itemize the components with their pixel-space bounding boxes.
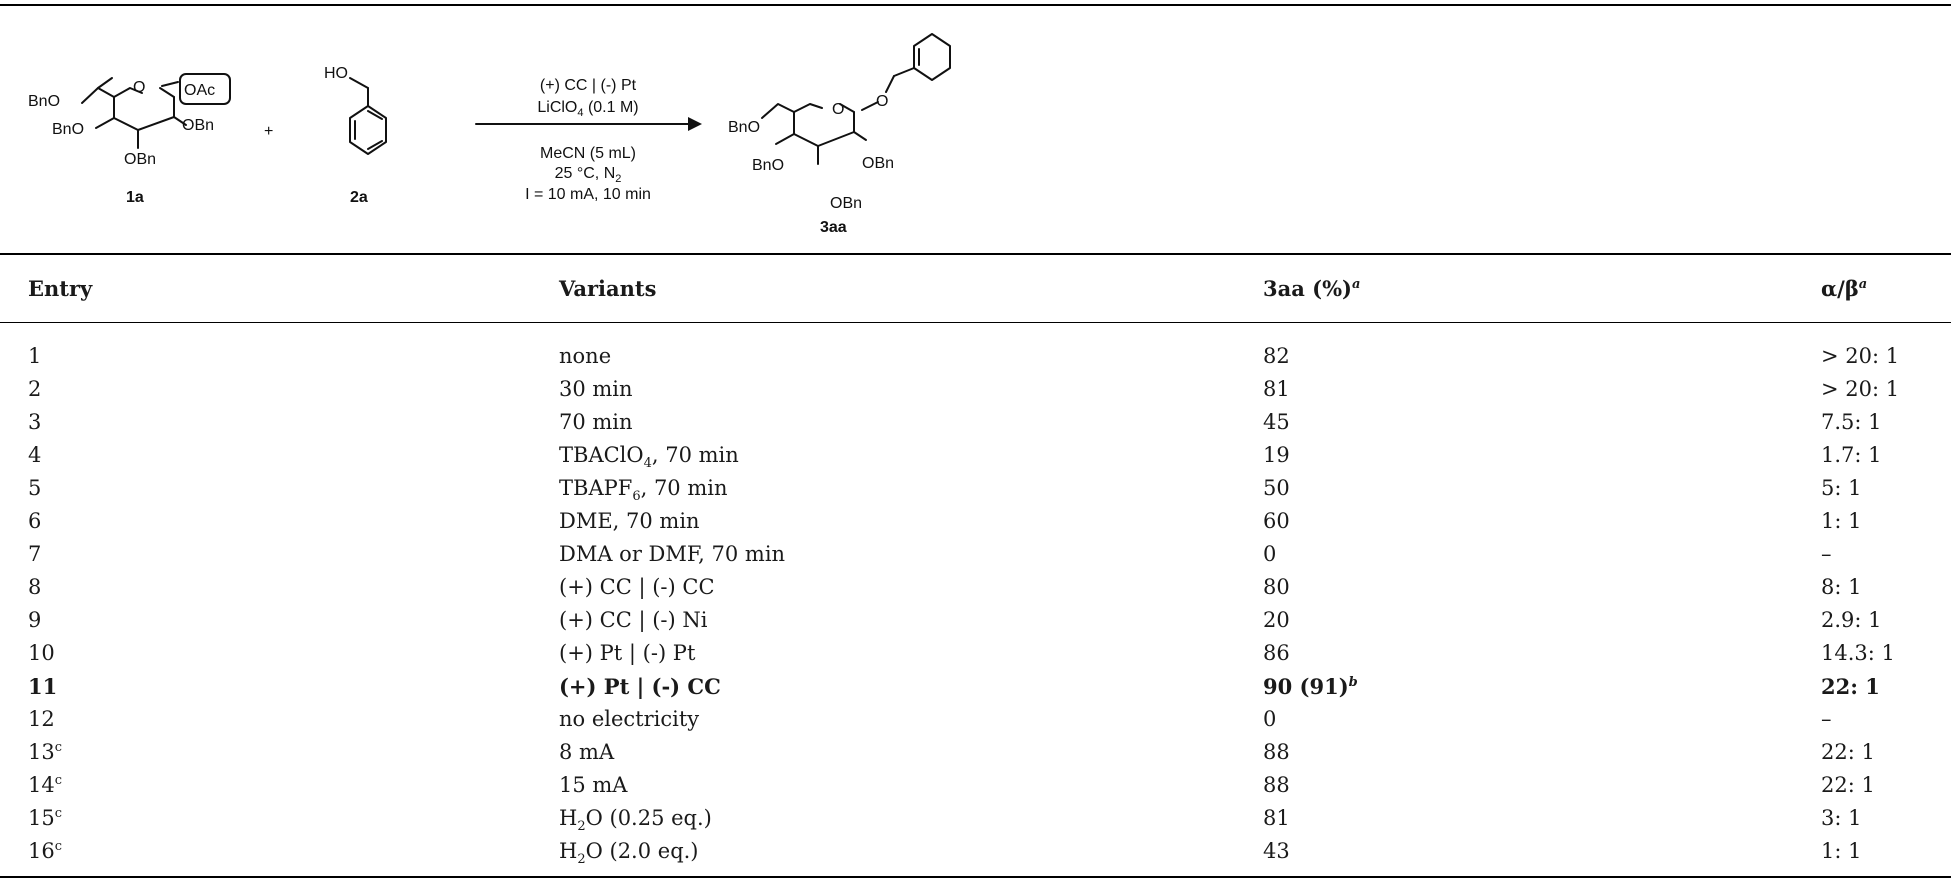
table-row (0, 703, 1951, 736)
cell-entry: 2 (28, 377, 42, 401)
cell-entry: 8 (28, 575, 42, 599)
cell-entry: 7 (28, 542, 42, 566)
table-row (0, 571, 1951, 604)
cell-entry: 6 (28, 509, 42, 533)
yield-footnote-marker: a (1351, 277, 1361, 292)
reactant-2a-label: 2a (350, 189, 368, 206)
reactant-1a-label: 1a (126, 189, 144, 206)
cell-variant: no electricity (559, 707, 700, 731)
cell-yield: 82 (1263, 344, 1290, 368)
col-header-entry: Entry (28, 276, 93, 301)
condition-electrolyte: LiClO$_4$ (0.1 M) (537, 99, 639, 119)
cell-variant: DME, 70 min (559, 509, 700, 533)
cell-yield: 0 (1263, 542, 1277, 566)
cell-ratio: 7.5: 1 (1821, 410, 1882, 434)
cell-entry: 14$^c$ (28, 773, 63, 797)
cell-entry: 15$^c$ (28, 806, 63, 830)
cell-variant: (+) Pt | (-) CC (559, 674, 721, 699)
product-group-o-ring: O (832, 101, 845, 118)
cell-variant: $H_2O$ (2.0 eq.) (559, 839, 699, 868)
product-group-bno-6: BnO (728, 119, 761, 136)
table-row (0, 835, 1951, 868)
cell-variant: 8 mA (559, 740, 615, 764)
cell-ratio: 2.9: 1 (1821, 608, 1882, 632)
condition-temperature: 25 °C, $N_2$ (554, 165, 622, 185)
cell-entry: 12 (28, 707, 55, 731)
table-row (0, 769, 1951, 802)
cell-yield: 81 (1263, 377, 1290, 401)
product-group-bno-4: BnO (752, 157, 785, 174)
cell-entry: 3 (28, 410, 42, 434)
table-row (0, 406, 1951, 439)
table-row (0, 472, 1951, 505)
cell-yield: 60 (1263, 509, 1290, 533)
product-group-o-glycoside: O (876, 93, 889, 110)
cell-ratio: 1: 1 (1821, 839, 1862, 863)
cell-variant: DMA or DMF, 70 min (559, 542, 786, 566)
cell-entry: 16$^c$ (28, 839, 63, 863)
header-bottom-rule (0, 322, 1951, 323)
col-header-ratio: $\alpha/\beta^a$ (1821, 276, 1868, 301)
cell-ratio: > 20: 1 (1821, 344, 1900, 368)
header-top-rule (0, 253, 1951, 255)
condition-electrodes: (+) CC | (-) Pt (539, 77, 637, 94)
cell-yield: 0 (1263, 707, 1277, 731)
table-row (0, 802, 1951, 835)
col-header-yield: 3aa (%)$^a$ (1263, 276, 1361, 301)
cell-ratio: 1: 1 (1821, 509, 1862, 533)
cell-ratio: 22: 1 (1821, 674, 1880, 699)
cell-variant: $TBAPF_6$, 70 min (559, 476, 728, 505)
cell-ratio: 1.7: 1 (1821, 443, 1882, 467)
cell-ratio: 22: 1 (1821, 740, 1875, 764)
cell-variant: TBAClO$_4$, 70 min (559, 443, 739, 472)
condition-solvent: MeCN (5 mL) (539, 145, 637, 162)
cell-variant: $H_2O$ (0.25 eq.) (559, 806, 712, 835)
table-row (0, 637, 1951, 670)
cell-yield: 88 (1263, 773, 1290, 797)
group-ho: HO (324, 65, 348, 82)
cell-yield: 80 (1263, 575, 1290, 599)
cell-yield: 43 (1263, 839, 1290, 863)
cell-variant: (+) CC | (-) Ni (559, 608, 708, 632)
cell-ratio: > 20: 1 (1821, 377, 1900, 401)
cell-ratio: – (1821, 707, 1832, 731)
group-bno-4: BnO (52, 121, 85, 138)
cell-ratio: 14.3: 1 (1821, 641, 1895, 665)
cell-entry: 10 (28, 641, 55, 665)
cell-entry: 5 (28, 476, 42, 500)
table-row-highlighted (0, 670, 1951, 703)
cell-variant: (+) Pt | (-) Pt (559, 641, 696, 665)
table-row (0, 340, 1951, 373)
product-group-obn-2: OBn (862, 155, 895, 172)
cell-yield: 81 (1263, 806, 1290, 830)
cell-yield: 19 (1263, 443, 1290, 467)
table-bottom-rule (0, 876, 1951, 878)
table-row (0, 538, 1951, 571)
table-row (0, 505, 1951, 538)
cell-variant: (+) CC | (-) CC (559, 575, 715, 599)
cell-yield: 88 (1263, 740, 1290, 764)
group-o-ring: O (133, 79, 146, 96)
table-row (0, 373, 1951, 406)
col-header-variants: Variants (559, 276, 657, 301)
cell-variant: 30 min (559, 377, 633, 401)
cell-ratio: – (1821, 542, 1832, 566)
cell-ratio: 3: 1 (1821, 806, 1862, 830)
cell-variant: 70 min (559, 410, 633, 434)
cell-yield: 20 (1263, 608, 1290, 632)
cell-ratio: 5: 1 (1821, 476, 1862, 500)
cell-variant: none (559, 344, 612, 368)
cell-entry: 13$^c$ (28, 740, 63, 764)
product-3aa-label: 3aa (820, 219, 847, 236)
ratio-footnote-marker: a (1858, 277, 1868, 292)
table-row (0, 439, 1951, 472)
cell-yield: 45 (1263, 410, 1290, 434)
cell-yield: 50 (1263, 476, 1290, 500)
cell-yield: 90 (91)$^b$ (1263, 674, 1358, 699)
cell-ratio: 8: 1 (1821, 575, 1862, 599)
table-row (0, 604, 1951, 637)
reaction-scheme (0, 6, 1951, 250)
group-obn-3: OBn (124, 151, 157, 168)
group-oac: OAc (184, 82, 216, 99)
group-obn-2: OBn (182, 117, 215, 134)
plus-sign: + (264, 123, 274, 140)
cell-entry: 4 (28, 443, 42, 467)
cell-yield: 86 (1263, 641, 1290, 665)
cell-entry: 1 (28, 344, 42, 368)
condition-current: I = 10 mA, 10 min (525, 186, 651, 203)
group-bno-6: BnO (28, 93, 61, 110)
product-group-obn-3: OBn (830, 195, 863, 212)
table-row (0, 736, 1951, 769)
cell-entry: 9 (28, 608, 42, 632)
cell-ratio: 22: 1 (1821, 773, 1875, 797)
cell-variant: 15 mA (559, 773, 628, 797)
cell-entry: 11 (28, 674, 58, 699)
